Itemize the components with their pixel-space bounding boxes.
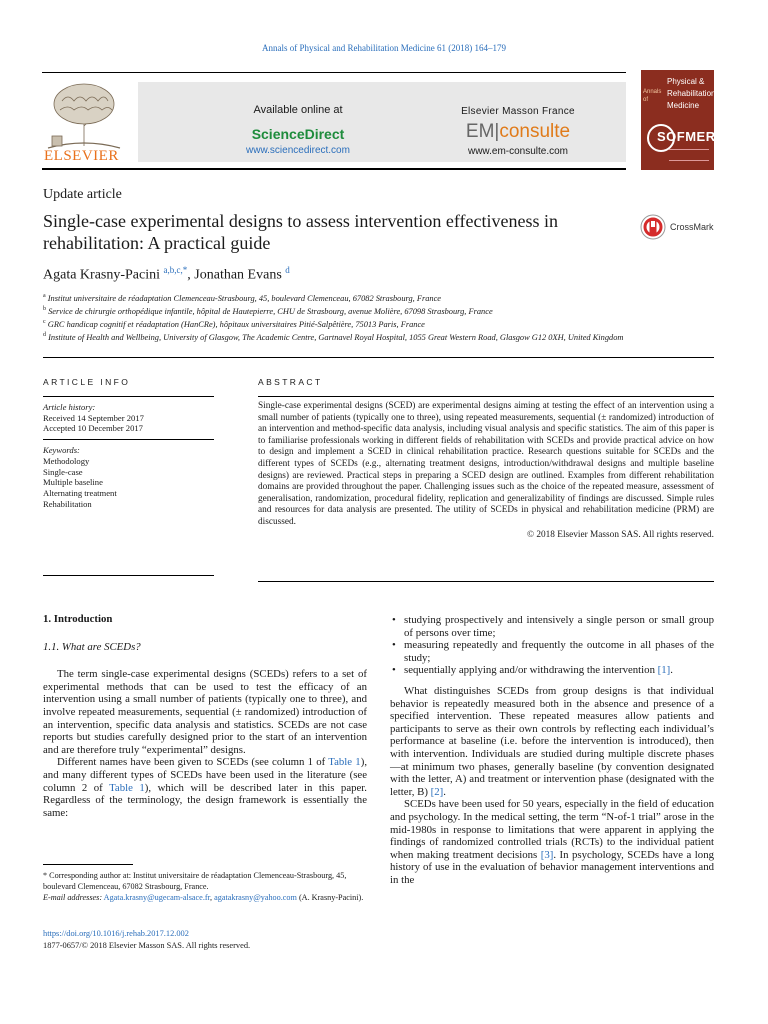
email-link[interactable]: Agata.krasny@ugecam-alsace.fr (103, 893, 210, 903)
info-rule (43, 439, 214, 440)
email-link[interactable]: agatakrasny@yahoo.com (214, 893, 297, 903)
em-consulte-block (418, 92, 618, 157)
crossmark-icon (640, 214, 666, 240)
cover-title-line: Rehabilitation (667, 89, 716, 98)
keyword-item: Alternating treatment (43, 487, 117, 498)
crossmark-label: CrossMark (670, 222, 714, 232)
keywords-block (43, 445, 214, 509)
article-info-heading: ARTICLE INFO (43, 377, 131, 387)
keywords-label: Keywords: (43, 445, 80, 456)
issn-copyright: 1877-0657/© 2018 Elsevier Masson SAS. All rights reserved. (43, 940, 251, 950)
affiliation-item: $^d$ Institute of Health and Wellbeing, University of Glasgow, The Academic Centre, Gartnavel Royal Hospital, 1055 Great Western Road, Glasgow G12 0XH, United Kingdom (43, 332, 624, 343)
bullet-item: • studying prospectively and intensively a single person or small group of persons over time; (390, 614, 714, 639)
keyword-item: Single-case (43, 466, 83, 477)
reference-link[interactable]: [1] (657, 664, 671, 677)
cover-title-line: Physical & (667, 77, 705, 86)
cover-subtitle-lines (669, 149, 709, 161)
email-line: E-mail addresses: Agata.krasny@ugecam-alsace.fr, agatakrasny@yahoo.com (A. Krasny-Pacini). (43, 893, 364, 903)
footnote-rule (43, 864, 133, 865)
platform-banner (138, 82, 626, 162)
em-consulte-logo (418, 121, 618, 143)
header-rule-top (42, 72, 626, 73)
author-affiliation-marker[interactable]: d (285, 265, 290, 275)
page-footer (43, 928, 250, 951)
sciencedirect-block (198, 92, 398, 156)
em-logo-consulte: consulte (499, 121, 571, 142)
keyword-item: Rehabilitation (43, 498, 92, 509)
abstract-copyright: © 2018 Elsevier Masson SAS. All rights reserved. (526, 529, 714, 540)
elsevier-wordmark: ELSEVIER (44, 148, 119, 164)
em-logo-divider: | (494, 121, 500, 142)
abstract-text: Single-case experimental designs (SCED) are experimental designs aiming at testing the effect of an intervention using a small number of patients (typically one to three), using repeated measurements, sequential (± randomized) introduction of an intervention and method-specific data analysis, including visual analysis and specific statistics. The aim of this paper is to familiarise professionals working in different fields of rehabilitation with SCEDs and provide practical advice on how to design and implement a SCED in clinical rehabilitation practice. Research questions suitable for SCEDs and the different types of SCEDs (e.g., alternating treatment designs, introduction/withdrawal designs and multiple baseline designs) are reviewed. Practical steps in preparing a SCED design are outlined. Examples from different rehabilitation domains are provided throughout the paper. Challenging issues such as the choice of the repeated measure, assessment of generalisation, randomization, procedural fidelity, replication and generalizability of findings are discussed. Simple rules and resources for data analysis are presented. The utility of SCEDs in physical and rehabilitation medicine (PRM) are discussed. (258, 401, 714, 527)
affiliation-item: $^a$ Institut universitaire de réadaptation Clemenceau-Strasbourg, 45, boulevard Clemenceau, 67082 Strasbourg, France (43, 293, 442, 303)
article-history (43, 402, 214, 434)
journal-header (42, 72, 626, 170)
header-rule-bottom (42, 168, 626, 170)
paragraph: SCEDs have been used for 50 years, especially in the field of education and psychology. In the medical setting, the term “N-of-1 trial” arose in the mid-1980s in response to limitations that were apparent in applying the findings of randomized controlled trials (RCTs) to the individual patient when making treatment decisions [3]. In psychology, SCEDs have a long history of use in the evaluation of behavior management interventions and in the (390, 798, 714, 886)
table-link[interactable]: Table 1 (328, 756, 361, 769)
abstract-heading: ABSTRACT (258, 377, 323, 387)
footnote-text: * Corresponding author at: Institut universitaire de réadaptation Clemenceau-Strasbourg, 45, boulevard Clemenceau, 67082 Strasbourg, France. (43, 871, 347, 892)
em-consulte-link[interactable]: www.em-consulte.com (467, 146, 569, 157)
section-divider (43, 357, 714, 358)
elsevier-masson-label: Elsevier Masson France (461, 106, 575, 117)
bullet-item: • measuring repeatedly and frequently the outcome in all phases of the study; (390, 639, 714, 664)
available-online-label: Available online at (253, 104, 343, 116)
author-separator: , (187, 267, 195, 283)
bullet-item: • sequentially applying and/or withdrawing the intervention [1]. (390, 664, 714, 677)
section-heading: 1. Introduction (43, 613, 113, 625)
received-date: Received 14 September 2017 (43, 412, 144, 423)
author-list (43, 265, 290, 284)
author-name[interactable]: Jonathan Evans (194, 267, 282, 283)
author-affiliation-marker[interactable]: a,b,c,* (163, 265, 188, 275)
reference-link[interactable]: [3] (540, 848, 554, 861)
keyword-item: Multiple baseline (43, 477, 103, 488)
abstract-rule-bottom (258, 581, 714, 582)
cover-title-line: Medicine (667, 101, 700, 110)
bullet-list (390, 614, 714, 677)
info-rule (43, 575, 214, 576)
paragraph: The term single-case experimental designs (SCEDs) refers to a set of experimental methods that can be used to test the efficacy of an intervention using a small number of patients (typically one to three), and involve repeated measurements, sequential (± randomized) introduction of an intervention, specific data analysis and statistics. SCEDs are not case reports but studies carefully designed prior to the start of an intervention and are therefore truly “experimental” designs. (43, 668, 367, 756)
info-rule (43, 396, 214, 397)
em-logo-em: EM (465, 121, 495, 142)
author-name[interactable]: Agata Krasny-Pacini (43, 267, 161, 283)
accepted-date: Accepted 10 December 2017 (43, 423, 143, 434)
journal-citation[interactable]: Annals of Physical and Rehabilitation Medicine 61 (2018) 164–179 (262, 43, 506, 53)
cover-side-text: Annals of (643, 89, 662, 103)
reference-link[interactable]: [2] (430, 785, 444, 798)
paragraph: What distinguishes SCEDs from group designs is that individual behavior is repeatedly measured both in the absence and presence of a specified intervention. These repeated measures allow patients and participants to serve as their own controls by reflecting each individual’s performance at baseline (i.e. before the intervention is introduced), then with intervention. Individuals are studied during multiple discrete phases—at minimum two phases, generally baseline (by convention designated with the letter, A) and treatment or intervention phase (designated with the letter, B) [2]. (390, 684, 714, 798)
body-column-right (390, 614, 714, 886)
cover-title (667, 76, 715, 112)
sciencedirect-logo: ScienceDirect (251, 126, 345, 142)
affiliation-item: $^b$ Service de chirurgie orthopédique infantile, hôpital de Hautepierre, CHU de Strasbourg, avenue Molière, 67098 Strasbourg, France (43, 306, 493, 316)
crossmark-badge[interactable] (640, 214, 720, 244)
history-label: Article history: (43, 402, 96, 412)
abstract-rule-top (258, 396, 714, 397)
paragraph: Different names have been given to SCEDs (see column 1 of Table 1), and many different types of SCEDs have been used in the literature (see column 2 of Table 1), which will be described later in this paper. Regardless of the terminology, the design framework is essentially the same: (43, 756, 368, 819)
affiliations (43, 291, 683, 343)
subsection-heading: 1.1. What are SCEDs? (43, 640, 141, 653)
sciencedirect-link[interactable]: www.sciencedirect.com (246, 145, 350, 156)
article-type: Update article (43, 187, 122, 202)
cover-logo: SOFMER (657, 129, 716, 144)
journal-cover-thumbnail[interactable] (641, 70, 714, 170)
keyword-item: Methodology (43, 455, 90, 466)
corresponding-author-footnote (43, 870, 367, 904)
article-title: Single-case experimental designs to assess intervention effectiveness in rehabilitation: A practical guide (43, 211, 559, 253)
doi-link[interactable]: https://doi.org/10.1016/j.rehab.2017.12.002 (43, 929, 189, 938)
body-column-left (43, 613, 367, 819)
affiliation-item: $^c$ GRC handicap cognitif et réadaptation (HanCRe), hôpitaux universitaires Pitié-Salpêtière, 75013 Paris, France (43, 319, 425, 329)
table-link[interactable]: Table 1 (109, 781, 145, 794)
abstract-body (258, 401, 714, 541)
article-info-panel (43, 396, 214, 576)
